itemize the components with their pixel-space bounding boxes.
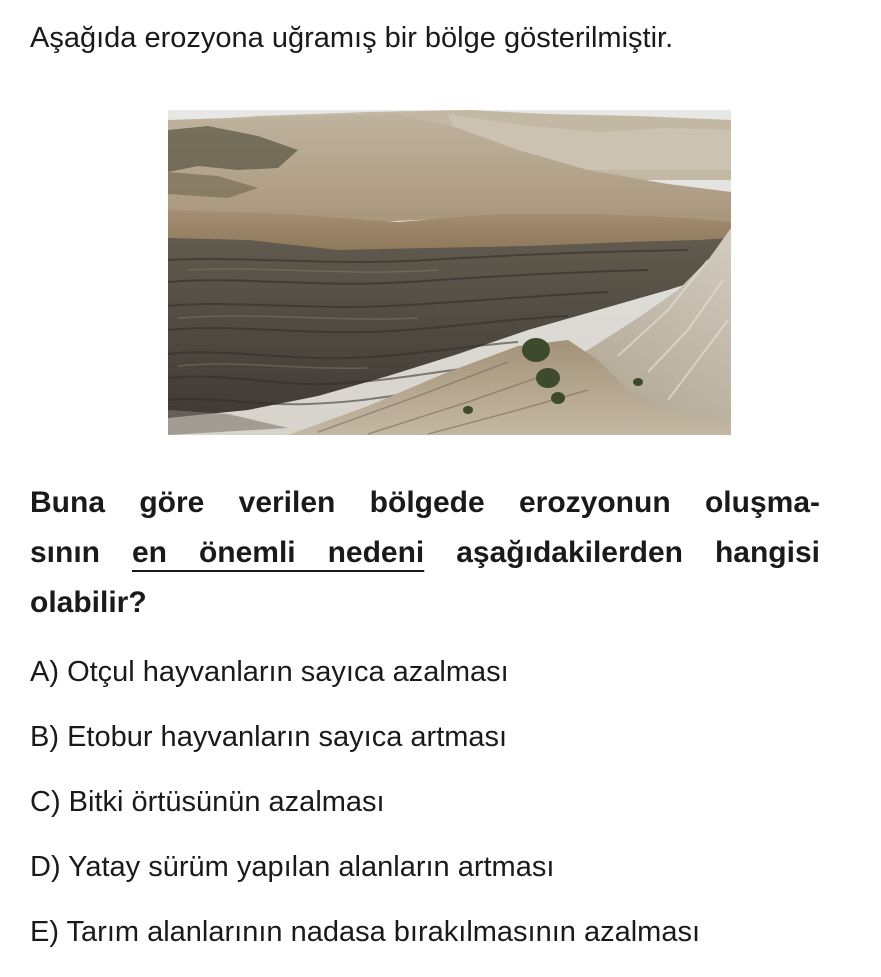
option-letter: A) xyxy=(30,656,59,688)
option-e[interactable] xyxy=(30,912,700,977)
option-letter: E) xyxy=(30,916,59,948)
option-text: Yatay sürüm yapılan alanların artması xyxy=(68,851,555,883)
option-d[interactable] xyxy=(30,847,700,912)
option-letter: B) xyxy=(30,721,59,753)
emphasis-underlined: en önemli nedeni xyxy=(131,536,425,569)
question-text xyxy=(30,478,820,628)
question-line-1: Buna göre verilen bölgede erozyonun oluşma- xyxy=(30,486,820,519)
option-text: Etobur hayvanların sayıca artması xyxy=(67,721,508,753)
option-b[interactable] xyxy=(30,717,700,782)
option-letter: D) xyxy=(30,851,61,883)
answer-options xyxy=(30,652,700,977)
option-letter: C) xyxy=(30,786,61,818)
option-text: Otçul hayvanların sayıca azalması xyxy=(67,656,509,688)
option-a[interactable] xyxy=(30,652,700,717)
question-line-2-start: sının xyxy=(30,536,132,569)
question-line-3: olabilir? xyxy=(30,586,147,619)
option-c[interactable] xyxy=(30,782,700,847)
question-line-2 xyxy=(30,528,820,578)
intro-text: Aşağıda erozyona uğramış bir bölge gösterilmiştir. xyxy=(30,22,674,54)
question-line-2-end: aşağıdakilerden hangisi xyxy=(424,536,820,569)
erosion-landscape-photo xyxy=(168,110,731,435)
option-text: Tarım alanlarının nadasa bırakılmasının azalması xyxy=(66,916,701,948)
option-text: Bitki örtüsünün azalması xyxy=(68,786,385,818)
